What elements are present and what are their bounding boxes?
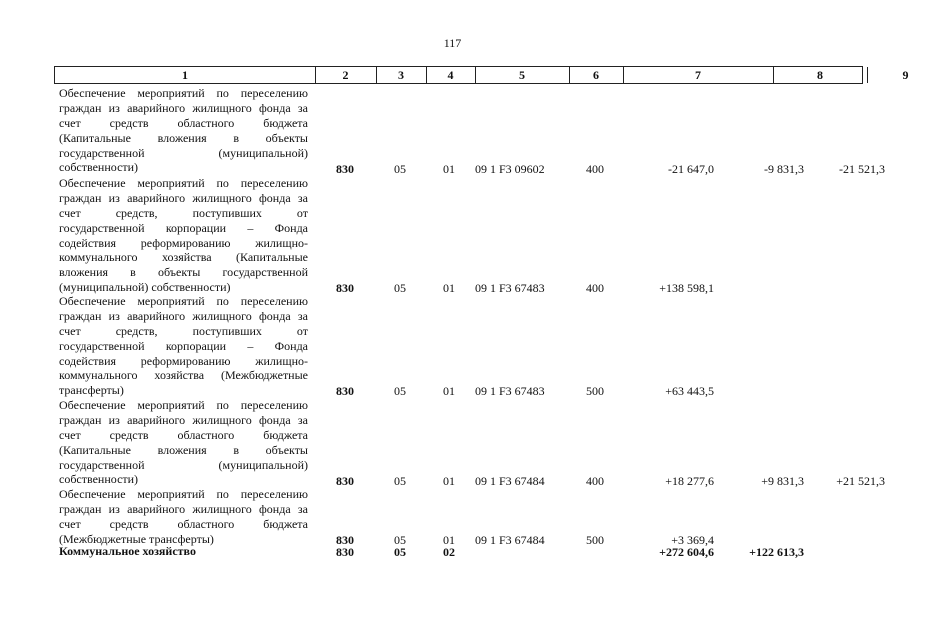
row-value-c3: 05 — [394, 532, 406, 547]
description-line: собственности) — [59, 160, 139, 175]
description-line: коммунального хозяйства (Капитальные — [59, 250, 308, 265]
row-value-c4: 01 — [443, 473, 455, 488]
description-line: Обеспечение мероприятий по переселению — [59, 86, 308, 100]
description-line: счет средств областного бюджета — [59, 115, 308, 130]
description-line: счет средств, поступивших от — [59, 323, 308, 338]
description-line: государственной (муниципальной) — [59, 457, 308, 472]
row-value-c8: +122 613,3 — [749, 545, 804, 559]
row-value-c3: 05 — [394, 384, 406, 399]
row-value-c7: +272 604,6 — [659, 545, 714, 559]
page-number: 117 — [443, 36, 462, 50]
row-value-c6: 400 — [586, 473, 604, 488]
row-value-c2: 830 — [336, 161, 354, 176]
row-value-c7: +18 277,6 — [665, 473, 714, 488]
description-line: (муниципальной) собственности) — [59, 280, 231, 295]
header-col-6: 6 — [569, 67, 624, 83]
description-line: граждан из аварийного жилищного фонда за — [59, 308, 308, 323]
description-line: счет средств, поступивших от — [59, 205, 308, 220]
row-value-c2: 830 — [336, 281, 354, 296]
header-col-5: 5 — [475, 67, 570, 83]
description-line: трансферты) — [59, 383, 124, 398]
row-value-c3: 05 — [394, 161, 406, 176]
description-line: государственной корпорации – Фонда — [59, 220, 308, 235]
description-line: Обеспечение мероприятий по переселению — [59, 398, 308, 412]
header-col-1: 1 — [55, 67, 316, 83]
table-header — [54, 66, 909, 84]
row-value-c5: 09 1 F3 67483 — [475, 384, 545, 399]
header-col-7: 7 — [623, 67, 774, 83]
header-col-3: 3 — [376, 67, 427, 83]
row-value-c2: 830 — [336, 545, 354, 559]
row-description — [59, 176, 308, 295]
description-line: государственной корпорации – Фонда — [59, 338, 308, 353]
row-description — [59, 544, 308, 559]
row-value-c6: 400 — [586, 281, 604, 296]
row-value-c7: +3 369,4 — [671, 532, 714, 547]
header-col-2: 2 — [315, 67, 377, 83]
header-col-8: 8 — [773, 67, 868, 83]
row-value-c5: 09 1 F3 09602 — [475, 161, 545, 176]
row-value-c7: -21 647,0 — [668, 161, 714, 176]
description-line: Обеспечение мероприятий по переселению — [59, 176, 308, 190]
row-value-c4: 01 — [443, 161, 455, 176]
description-line: Обеспечение мероприятий по переселению — [59, 487, 308, 501]
description-line: вложения в объекты государственной — [59, 265, 308, 280]
row-description — [59, 86, 308, 175]
description-line: граждан из аварийного жилищного фонда за — [59, 100, 308, 115]
row-value-c6: 500 — [586, 532, 604, 547]
row-value-c4: 01 — [443, 281, 455, 296]
description-line: граждан из аварийного жилищного фонда за — [59, 190, 308, 205]
row-value-c7: +138 598,1 — [659, 281, 714, 296]
row-value-c2: 830 — [336, 384, 354, 399]
row-value-c3: 05 — [394, 473, 406, 488]
header-col-4: 4 — [426, 67, 476, 83]
description-line: государственной (муниципальной) — [59, 145, 308, 160]
row-value-c5: 09 1 F3 67484 — [475, 532, 545, 547]
row-value-c4: 02 — [443, 545, 455, 559]
row-value-c2: 830 — [336, 532, 354, 547]
row-value-c5: 09 1 F3 67484 — [475, 473, 545, 488]
description-line: Коммунальное хозяйство — [59, 544, 196, 558]
description-line: содействия реформированию жилищно- — [59, 235, 308, 250]
row-description — [59, 294, 308, 398]
description-line: Обеспечение мероприятий по переселению — [59, 294, 308, 308]
row-value-c9: +21 521,3 — [836, 473, 885, 488]
row-value-c6: 500 — [586, 384, 604, 399]
header-col-9: 9 — [902, 67, 909, 82]
description-line: счет средств областного бюджета — [59, 427, 308, 442]
row-value-c3: 05 — [394, 545, 406, 559]
row-description — [59, 487, 308, 547]
description-line: коммунального хозяйства (Межбюджетные — [59, 368, 308, 383]
row-value-c6: 400 — [586, 161, 604, 176]
row-value-c3: 05 — [394, 281, 406, 296]
description-line: собственности) — [59, 472, 139, 487]
description-line: граждан из аварийного жилищного фонда за — [59, 501, 308, 516]
row-value-c2: 830 — [336, 473, 354, 488]
row-value-c8: -9 831,3 — [764, 161, 804, 176]
row-value-c7: +63 443,5 — [665, 384, 714, 399]
row-value-c4: 01 — [443, 532, 455, 547]
description-line: (Капитальные вложения в объекты — [59, 130, 308, 145]
description-line: граждан из аварийного жилищного фонда за — [59, 412, 308, 427]
description-line: (Капитальные вложения в объекты — [59, 442, 308, 457]
row-value-c5: 09 1 F3 67483 — [475, 281, 545, 296]
row-value-c4: 01 — [443, 384, 455, 399]
description-line: содействия реформированию жилищно- — [59, 353, 308, 368]
description-line: счет средств областного бюджета — [59, 516, 308, 531]
row-description — [59, 398, 308, 487]
row-value-c8: +9 831,3 — [761, 473, 804, 488]
description-line: (Межбюджетные трансферты) — [59, 531, 214, 546]
row-value-c9: -21 521,3 — [839, 161, 885, 176]
